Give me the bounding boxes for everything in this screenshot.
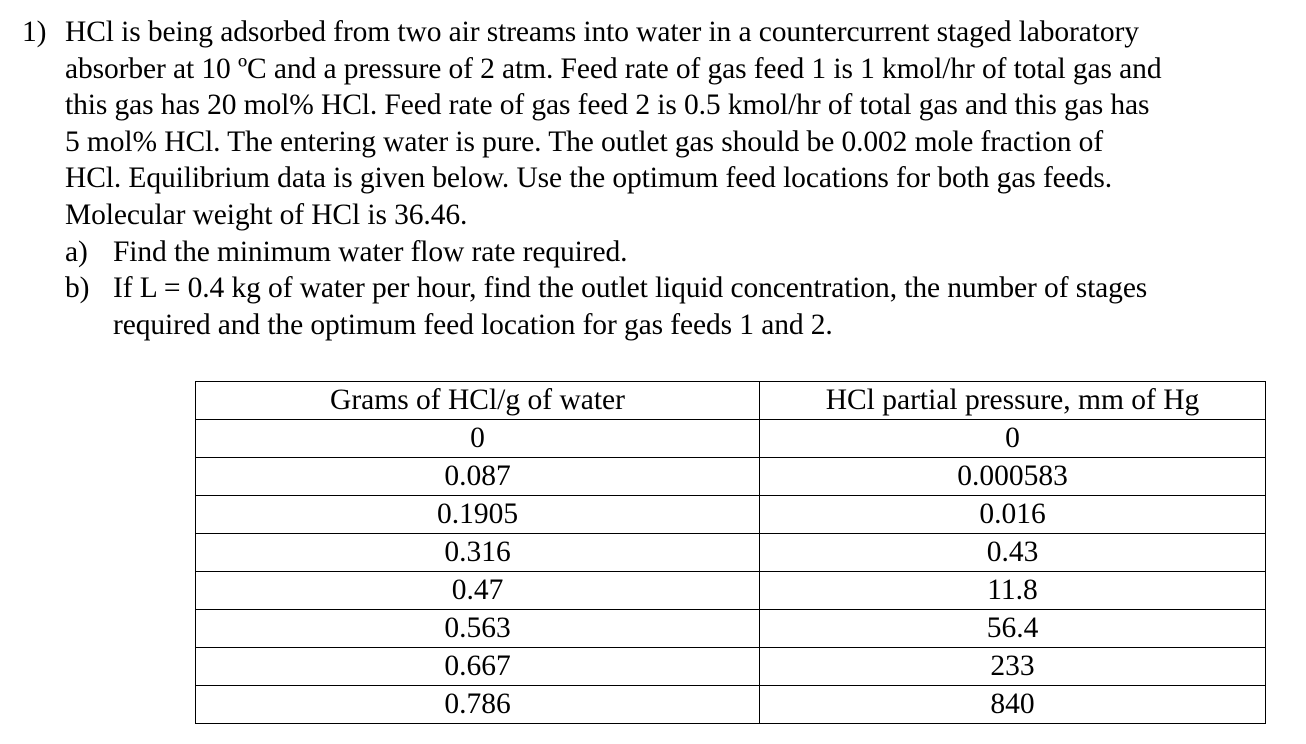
table-row: [196, 686, 1266, 724]
cell-grams-hcl: 0.1905: [196, 496, 760, 534]
cell-partial-pressure: 11.8: [760, 572, 1266, 610]
cell-partial-pressure: 0.016: [760, 496, 1266, 534]
statement-line: this gas has 20 mol% HCl. Feed rate of gas feed 2 is 0.5 kmol/hr of total gas and this gas has: [65, 89, 1150, 122]
statement-line: absorber at 10 ºC and a pressure of 2 atm. Feed rate of gas feed 1 is 1 kmol/hr of total gas and: [65, 52, 1162, 85]
table-row: [196, 648, 1266, 686]
cell-partial-pressure: 840: [760, 686, 1266, 724]
statement-line: 5 mol% HCl. The entering water is pure. The outlet gas should be 0.002 mole fraction of: [65, 125, 1104, 158]
part-a-label: a): [65, 235, 88, 268]
table-row: [196, 572, 1266, 610]
table-row: [196, 420, 1266, 458]
header-partial-pressure: HCl partial pressure, mm of Hg: [760, 382, 1266, 420]
table-row: [196, 534, 1266, 572]
cell-grams-hcl: 0.786: [196, 686, 760, 724]
cell-partial-pressure: 0.000583: [760, 458, 1266, 496]
cell-grams-hcl: 0: [196, 420, 760, 458]
cell-grams-hcl: 0.47: [196, 572, 760, 610]
cell-partial-pressure: 0.43: [760, 534, 1266, 572]
cell-partial-pressure: 0: [760, 420, 1266, 458]
part-b-text: [113, 270, 1292, 343]
part-line: If L = 0.4 kg of water per hour, find the outlet liquid concentration, the number of stages: [113, 272, 1148, 305]
table-row: [196, 496, 1266, 534]
problem-statement: [22, 14, 1292, 234]
cell-grams-hcl: 0.316: [196, 534, 760, 572]
equilibrium-table: [195, 381, 1266, 724]
statement-line: HCl. Equilibrium data is given below. Use the optimum feed locations for both gas feeds.: [65, 162, 1112, 195]
problem-number: 1): [22, 16, 47, 48]
cell-grams-hcl: 0.087: [196, 458, 760, 496]
cell-grams-hcl: 0.563: [196, 610, 760, 648]
part-b-label: b): [65, 272, 90, 305]
header-grams-hcl: Grams of HCl/g of water: [196, 382, 760, 420]
table-row: [196, 610, 1266, 648]
cell-partial-pressure: 233: [760, 648, 1266, 686]
part-line: Find the minimum water flow rate required.: [113, 235, 628, 268]
part-line: required and the optimum feed location for gas feeds 1 and 2.: [113, 308, 833, 341]
cell-grams-hcl: 0.667: [196, 648, 760, 686]
cell-partial-pressure: 56.4: [760, 610, 1266, 648]
part-b: [65, 270, 1292, 343]
statement-line: Molecular weight of HCl is 36.46.: [65, 198, 468, 231]
problem-parts: [65, 234, 1292, 344]
problem-block: [22, 14, 1292, 343]
table-header-row: [196, 382, 1266, 420]
table-row: [196, 458, 1266, 496]
part-a: [65, 234, 1292, 271]
part-a-text: [113, 234, 1292, 271]
statement-text: [65, 14, 1292, 234]
statement-line: HCl is being adsorbed from two air streams into water in a countercurrent staged laboratory: [65, 16, 1139, 48]
